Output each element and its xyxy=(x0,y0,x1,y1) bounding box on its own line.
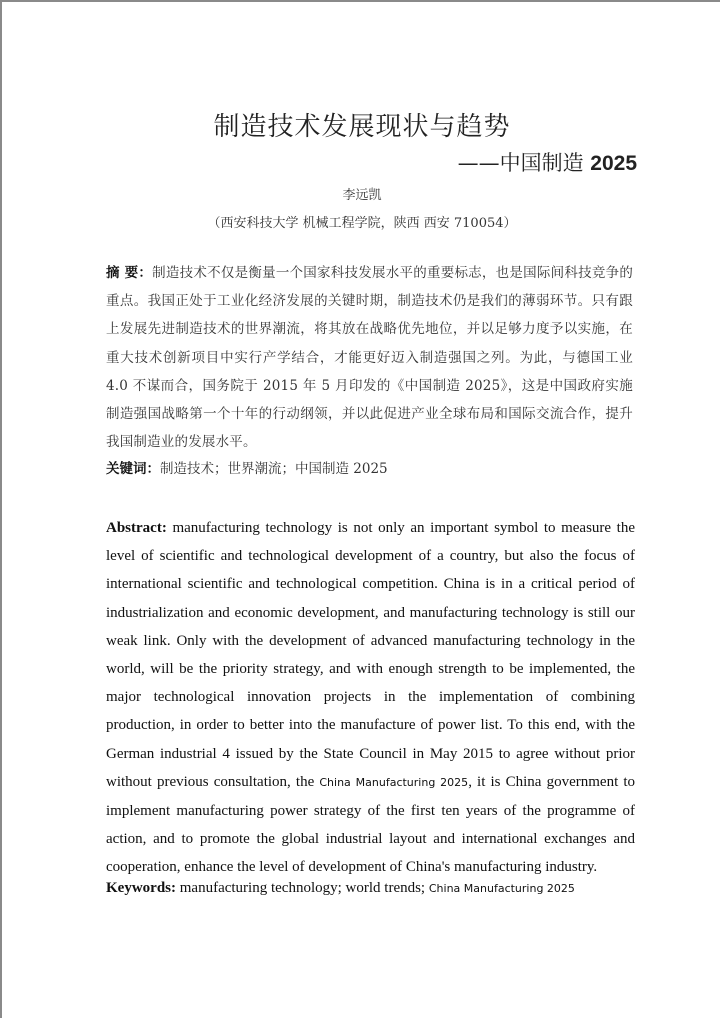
english-abstract-label: Abstract: xyxy=(106,520,167,536)
chinese-keywords-body: 制造技术；世界潮流；中国制造 2025 xyxy=(160,461,388,477)
subtitle-text: 中国制造 xyxy=(499,151,584,175)
english-keywords xyxy=(106,880,575,897)
english-keywords-label: Keywords: xyxy=(106,880,176,896)
english-abstract-inline-name: China Manufacturing 2025 xyxy=(319,775,469,789)
english-keywords-inline-name: China Manufacturing 2025 xyxy=(428,882,575,895)
subtitle-dash: —— xyxy=(457,151,500,175)
chinese-abstract xyxy=(106,259,633,456)
paper-page xyxy=(2,2,720,1020)
english-abstract xyxy=(106,514,635,882)
paper-title: 制造技术发展现状与趋势 xyxy=(213,112,511,142)
paper-subtitle xyxy=(458,147,637,177)
subtitle-year: 2025 xyxy=(590,152,637,175)
chinese-keywords-label: 关键词： xyxy=(106,461,160,477)
author-name: 李远凯 xyxy=(342,188,382,203)
author-affiliation: （西安科技大学 机械工程学院，陕西 西安 710054） xyxy=(207,216,517,231)
chinese-abstract-label: 摘 要： xyxy=(106,265,153,281)
english-abstract-body-1: manufacturing technology is not only an important symbol to measure the level of scientific and technological development of a country, but also the focus of international scientific and technological competition. China is in a critical period of industrialization and economic development, and manufacturing technology is still our weak link. Only with the development of advanced manufacturing technology in the world, will be the priority strategy, and with enough strength to be implemented, the major technological innovation projects in the implementation of combining production, in order to better into the manufacture of power list. To this end, with the German industrial 4 issued by the State Council in May 2015 to agree without prior without previous consultation, the xyxy=(106,520,636,790)
english-abstract-body-2: , it is China government to implement manufacturing power strategy of the first ten years of the programme of action, and to promote the global industrial layout and international exchanges and cooperation, enhance the level of development of China's manufacturing industry. xyxy=(106,773,636,876)
chinese-keywords xyxy=(106,457,388,477)
english-keywords-body: manufacturing technology; world trends; xyxy=(179,880,426,896)
chinese-abstract-body: 制造技术不仅是衡量一个国家科技发展水平的重要标志，也是国际间科技竞争的重点。我国正处于工业化经济发展的关键时期，制造技术仍是我们的薄弱环节。只有跟上发展先进制造技术的世界潮流，将其放在战略优先地位，并以足够力度予以实施，在重大技术创新项目中实行产学结合，才能更好迈入制造强国之列。为此，与德国工业 4.0 不谋而合，国务院于 2015 年 5 月印发的《中国制造 2025》，这是中国政府实施制造强国战略第一个十年的行动纲领，并以此促进产业全球布局和国际交流合作，提升我国制造业的发展水平。 xyxy=(106,265,634,451)
